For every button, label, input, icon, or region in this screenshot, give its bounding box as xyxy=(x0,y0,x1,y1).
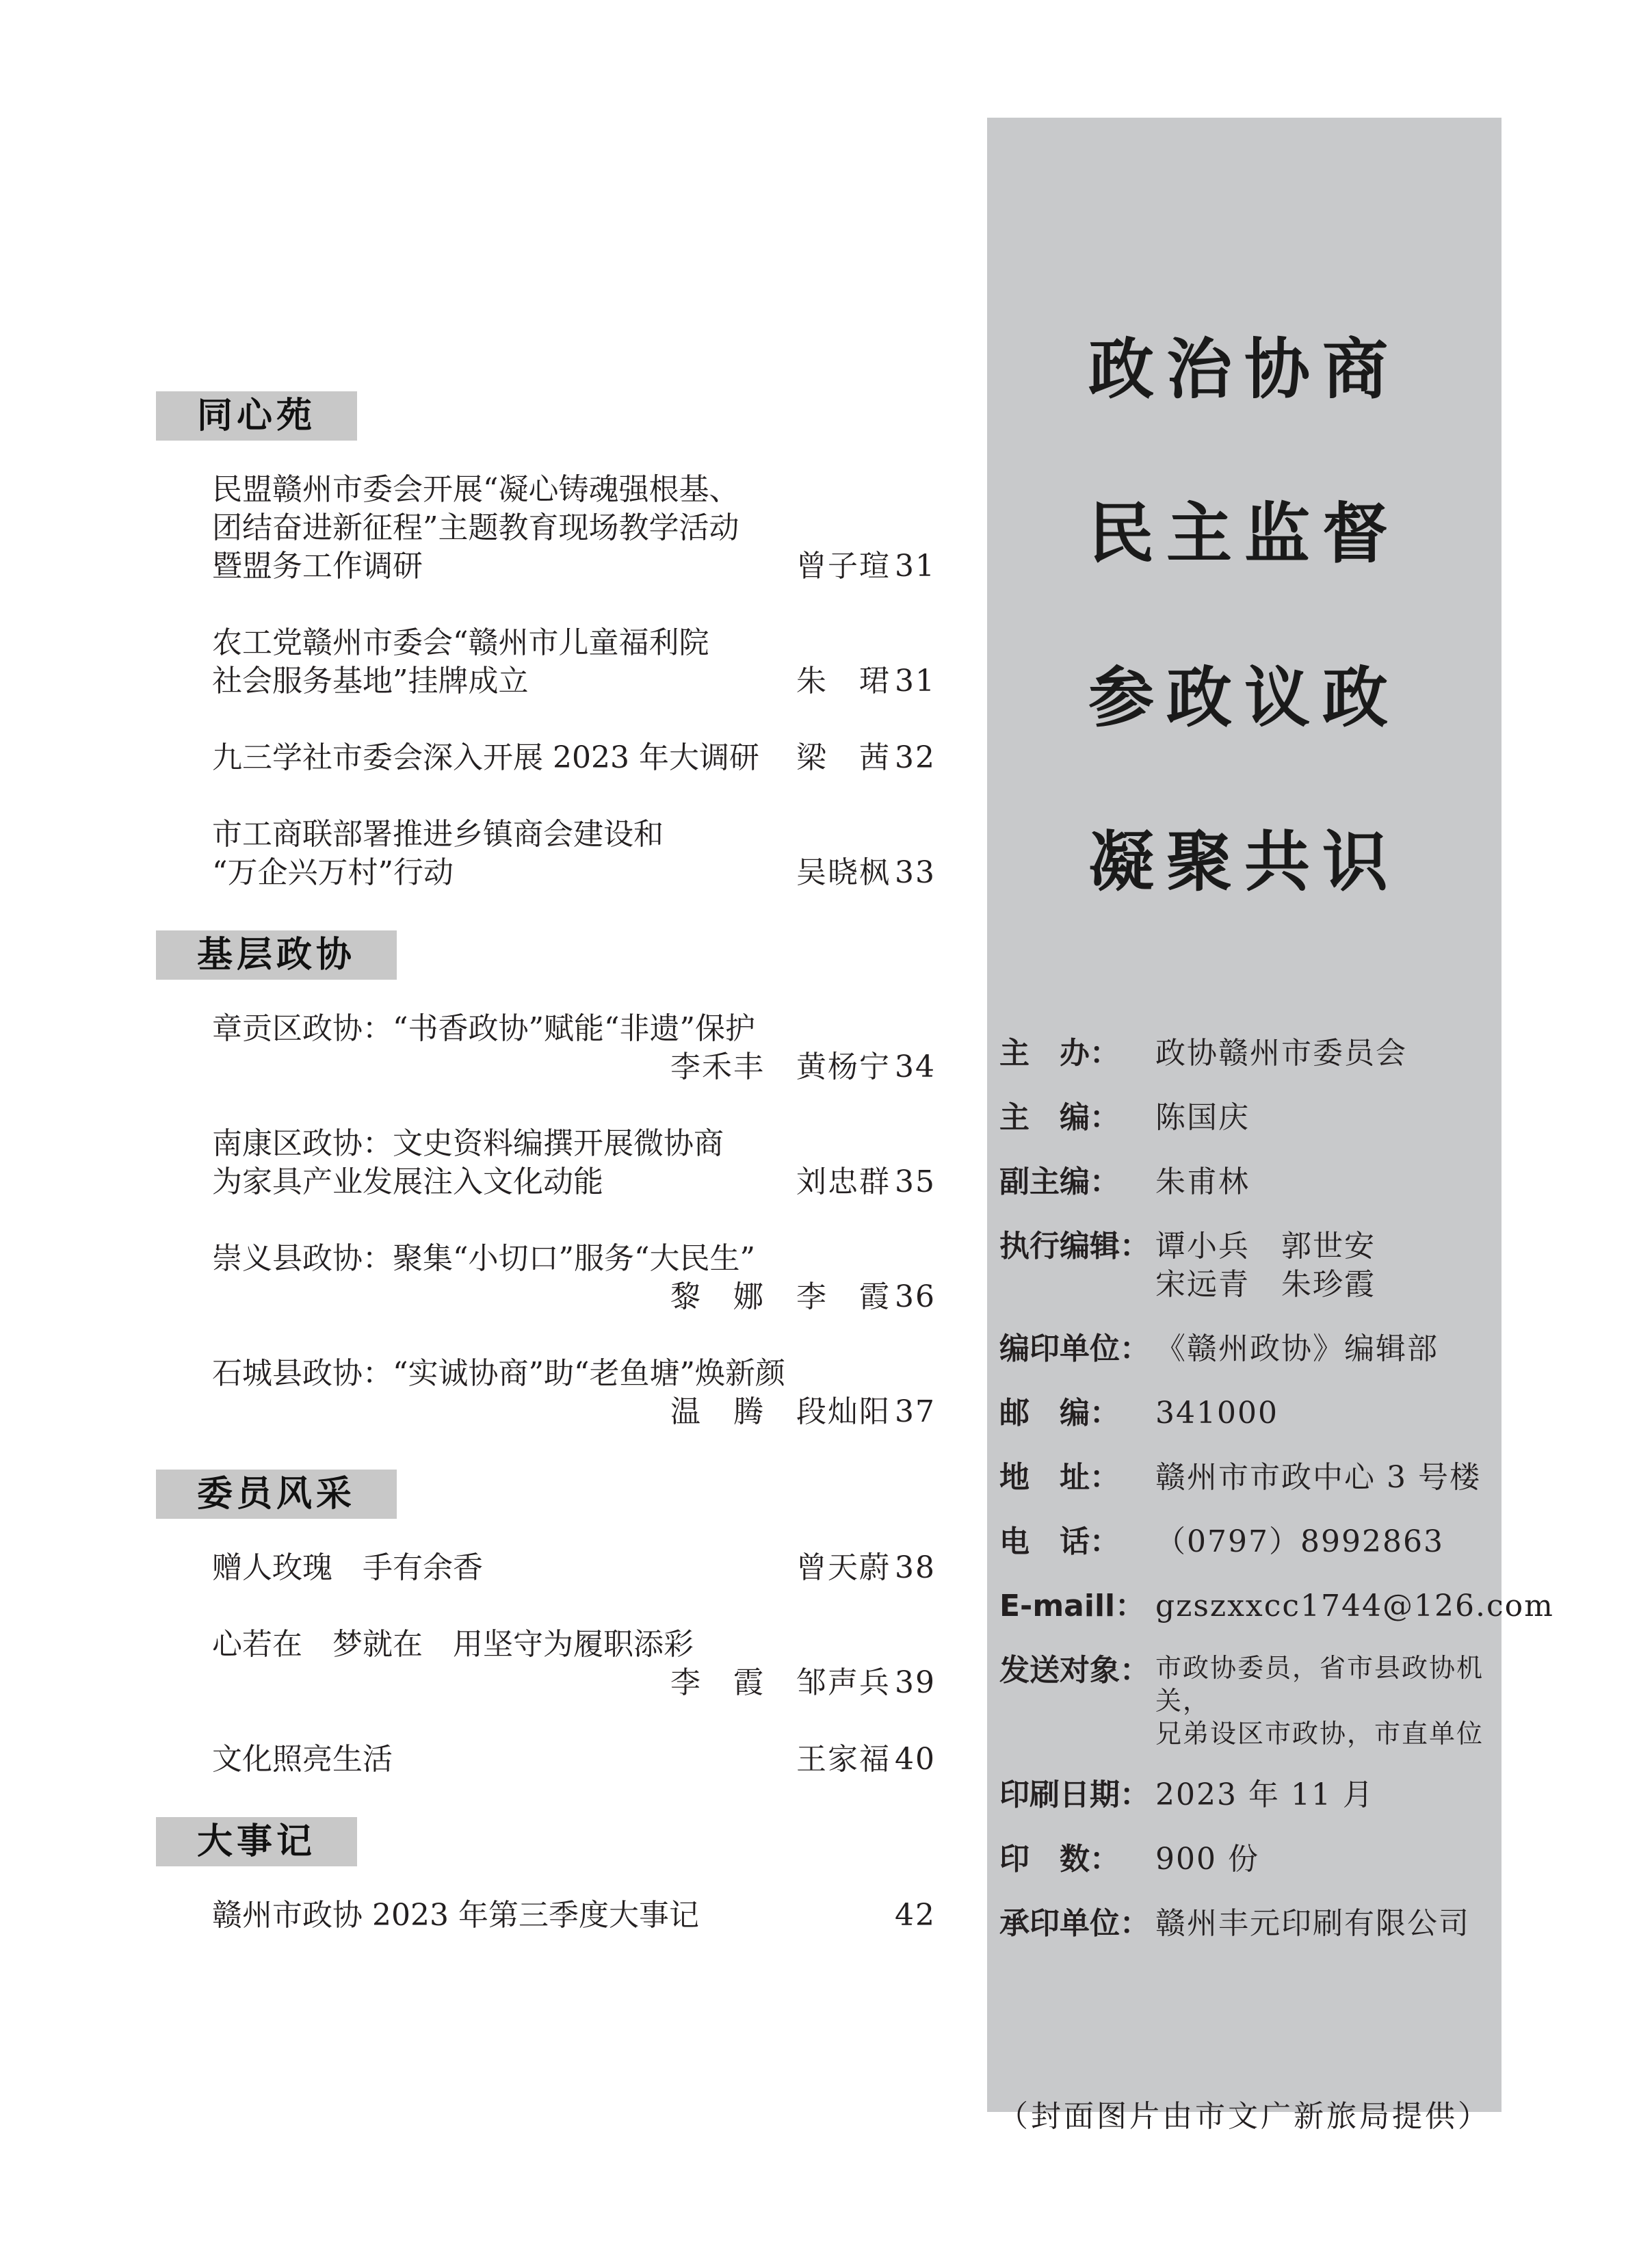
entry-author: 朱 珺 xyxy=(796,664,891,699)
publication-info xyxy=(999,1034,1554,1969)
info-label: 副主编： xyxy=(999,1164,1120,1199)
info-row xyxy=(999,1776,1492,1814)
entry-author: 李禾丰 黄杨宁 xyxy=(670,1049,891,1084)
entry-list xyxy=(156,1010,936,1431)
info-value xyxy=(1155,1034,1492,1073)
info-label: E-maill： xyxy=(999,1589,1146,1623)
entry-title-line: 章贡区政协：“书香政协”赋能“非遗”保护 xyxy=(212,1011,755,1046)
entry-author: 曾子瑄 xyxy=(796,549,891,584)
toc-entry[interactable] xyxy=(212,1355,936,1431)
info-row xyxy=(999,1587,1554,1626)
info-row xyxy=(999,1840,1492,1879)
toc-entry[interactable] xyxy=(212,1896,936,1935)
entry-author: 黎 娜 李 霞 xyxy=(670,1279,891,1314)
info-value xyxy=(1155,1587,1554,1626)
info-value xyxy=(1155,1163,1492,1201)
info-label: 地 址： xyxy=(999,1460,1120,1495)
entry-title-line: 市工商联部署推进乡镇商会建设和 xyxy=(212,817,664,852)
entry-title-line: 为家具产业发展注入文化动能 xyxy=(212,1164,603,1199)
entry-title-line: 团结奋进新征程”主题教育现场教学活动 xyxy=(212,510,739,545)
slogan: 民主监督 xyxy=(1088,495,1400,572)
info-row xyxy=(999,1330,1492,1368)
section-heading: 大事记 xyxy=(156,1817,357,1866)
info-label: 承印单位： xyxy=(999,1906,1150,1941)
info-value-line: 宋远青 朱珍霞 xyxy=(1155,1267,1376,1302)
entry-title-line: 赠人玫瑰 手有余香 xyxy=(212,1550,483,1585)
info-label: 编印单位： xyxy=(999,1331,1150,1366)
entry-title-line: 赣州市政协 2023 年第三季度大事记 xyxy=(212,1898,699,1933)
slogan: 参政议政 xyxy=(1088,660,1400,736)
info-value-line: 341000 xyxy=(1155,1396,1279,1431)
entry-page-number: 31 xyxy=(895,549,936,584)
entry-title-line: 崇义县政协：聚集“小切口”服务“大民生” xyxy=(212,1241,755,1276)
entry-author: 梁 茜 xyxy=(796,740,891,775)
toc-entry[interactable] xyxy=(212,1125,936,1201)
info-value-line: 政协赣州市委员会 xyxy=(1155,1036,1407,1071)
entry-byline xyxy=(796,1740,936,1779)
entry-page-number: 33 xyxy=(895,855,936,890)
entry-page-number: 39 xyxy=(895,1665,936,1700)
info-value xyxy=(1155,1840,1492,1879)
info-row xyxy=(999,1652,1492,1750)
toc-entry[interactable] xyxy=(212,471,936,586)
section-heading: 基层政协 xyxy=(156,930,397,980)
entry-author: 吴晓枫 xyxy=(796,855,891,890)
entry-byline xyxy=(891,1896,936,1935)
info-value xyxy=(1155,1459,1492,1497)
entry-page-number: 31 xyxy=(895,664,936,699)
info-value-line: gzszxxcc1744@126.com xyxy=(1155,1589,1554,1623)
toc-entry[interactable] xyxy=(212,624,936,701)
entry-title-line: 九三学社市委会深入开展 2023 年大调研 xyxy=(212,740,759,775)
toc-section xyxy=(156,391,936,892)
entry-list xyxy=(156,1549,936,1779)
table-of-contents xyxy=(156,391,936,1973)
info-label: 发送对象： xyxy=(999,1653,1150,1688)
toc-entry[interactable] xyxy=(212,739,936,777)
entry-byline xyxy=(796,662,936,701)
entry-byline xyxy=(212,1664,936,1702)
info-label: 印 数： xyxy=(999,1842,1120,1877)
toc-entry[interactable] xyxy=(212,1626,936,1702)
slogan-list xyxy=(987,287,1502,944)
info-value xyxy=(1155,1905,1492,1943)
info-label: 执行编辑： xyxy=(999,1229,1150,1264)
entry-title-line: 民盟赣州市委会开展“凝心铸魂强根基、 xyxy=(212,472,739,507)
entry-page-number: 32 xyxy=(895,740,936,775)
info-value xyxy=(1155,1227,1492,1304)
entry-author: 王家福 xyxy=(796,1742,891,1777)
info-value xyxy=(1155,1330,1492,1368)
entry-page-number: 34 xyxy=(895,1049,936,1084)
entry-byline xyxy=(796,1549,936,1587)
info-value-line: 赣州丰元印刷有限公司 xyxy=(1155,1906,1470,1941)
entry-title-line: 南康区政协：文史资料编撰开展微协商 xyxy=(212,1126,724,1161)
toc-entry[interactable] xyxy=(212,816,936,892)
info-value xyxy=(1155,1099,1492,1137)
entry-page-number: 40 xyxy=(895,1742,936,1777)
info-label: 电 话： xyxy=(999,1524,1120,1559)
info-value-line: 朱甫林 xyxy=(1155,1164,1250,1199)
entry-byline xyxy=(212,1048,936,1086)
cover-credit: （封面图片由市文广新旅局提供） xyxy=(998,2099,1491,2134)
info-row xyxy=(999,1523,1492,1561)
slogan: 政治协商 xyxy=(1088,331,1400,408)
entry-byline xyxy=(796,854,936,892)
info-value-line: 谭小兵 郭世安 xyxy=(1155,1229,1376,1264)
info-value-line: 900 份 xyxy=(1155,1842,1259,1877)
entry-page-number: 36 xyxy=(895,1279,936,1314)
info-row xyxy=(999,1163,1492,1201)
info-value-line: （0797）8992863 xyxy=(1155,1524,1444,1559)
entry-list xyxy=(156,471,936,892)
entry-author: 曾天蔚 xyxy=(796,1550,891,1585)
toc-section xyxy=(156,930,936,1431)
toc-section xyxy=(156,1470,936,1779)
info-value-line: 兄弟设区市政协，市直单位 xyxy=(1155,1719,1484,1749)
info-value-line: 赣州市市政中心 3 号楼 xyxy=(1155,1460,1481,1495)
entry-title-line: 社会服务基地”挂牌成立 xyxy=(212,664,529,699)
entry-page-number: 42 xyxy=(895,1898,936,1933)
toc-entry[interactable] xyxy=(212,1549,936,1587)
entry-byline xyxy=(212,1278,936,1316)
toc-entry[interactable] xyxy=(212,1010,936,1086)
info-value-line: 市政协委员，省市县政协机关， xyxy=(1155,1653,1484,1716)
section-heading: 同心苑 xyxy=(156,391,357,441)
info-row xyxy=(999,1459,1492,1497)
masthead-panel xyxy=(987,118,1554,2134)
info-label: 邮 编： xyxy=(999,1396,1120,1431)
toc-entry[interactable] xyxy=(212,1240,936,1316)
info-label: 主 办： xyxy=(999,1036,1120,1071)
entry-title-line: 心若在 梦就在 用坚守为履职添彩 xyxy=(212,1627,694,1662)
info-value-line: 陈国庆 xyxy=(1155,1100,1250,1135)
entry-byline xyxy=(796,1163,936,1201)
entry-title-line: 文化照亮生活 xyxy=(212,1742,393,1777)
info-row xyxy=(999,1099,1492,1137)
entry-title-line: “万企兴万村”行动 xyxy=(212,855,454,890)
slogan: 凝聚共识 xyxy=(1088,824,1400,900)
entry-page-number: 37 xyxy=(895,1394,936,1429)
info-value xyxy=(1155,1523,1492,1561)
info-value xyxy=(1155,1776,1492,1814)
info-value xyxy=(1155,1652,1492,1750)
info-row xyxy=(999,1394,1492,1433)
entry-byline xyxy=(796,739,936,777)
entry-title-line: 农工党赣州市委会“赣州市儿童福利院 xyxy=(212,625,709,660)
toc-section xyxy=(156,1817,936,1935)
info-row xyxy=(999,1227,1492,1304)
toc-entry[interactable] xyxy=(212,1740,936,1779)
entry-page-number: 38 xyxy=(895,1550,936,1585)
entry-byline xyxy=(796,547,936,586)
entry-author: 温 腾 段灿阳 xyxy=(670,1394,891,1429)
info-value-line: 《赣州政协》编辑部 xyxy=(1155,1331,1439,1366)
info-label: 主 编： xyxy=(999,1100,1120,1135)
info-label: 印刷日期： xyxy=(999,1777,1150,1812)
info-row xyxy=(999,1034,1492,1073)
info-value xyxy=(1155,1394,1492,1433)
info-value-line: 2023 年 11 月 xyxy=(1155,1777,1374,1812)
entry-author: 刘忠群 xyxy=(796,1164,891,1199)
entry-byline xyxy=(212,1393,936,1431)
entry-list xyxy=(156,1896,936,1935)
info-row xyxy=(999,1905,1492,1943)
section-heading: 委员风采 xyxy=(156,1470,397,1519)
entry-page-number: 35 xyxy=(895,1164,936,1199)
entry-title-line: 石城县政协：“实诚协商”助“老鱼塘”焕新颜 xyxy=(212,1356,785,1391)
entry-author: 李 霞 邹声兵 xyxy=(670,1665,891,1700)
entry-title-line: 暨盟务工作调研 xyxy=(212,549,423,584)
